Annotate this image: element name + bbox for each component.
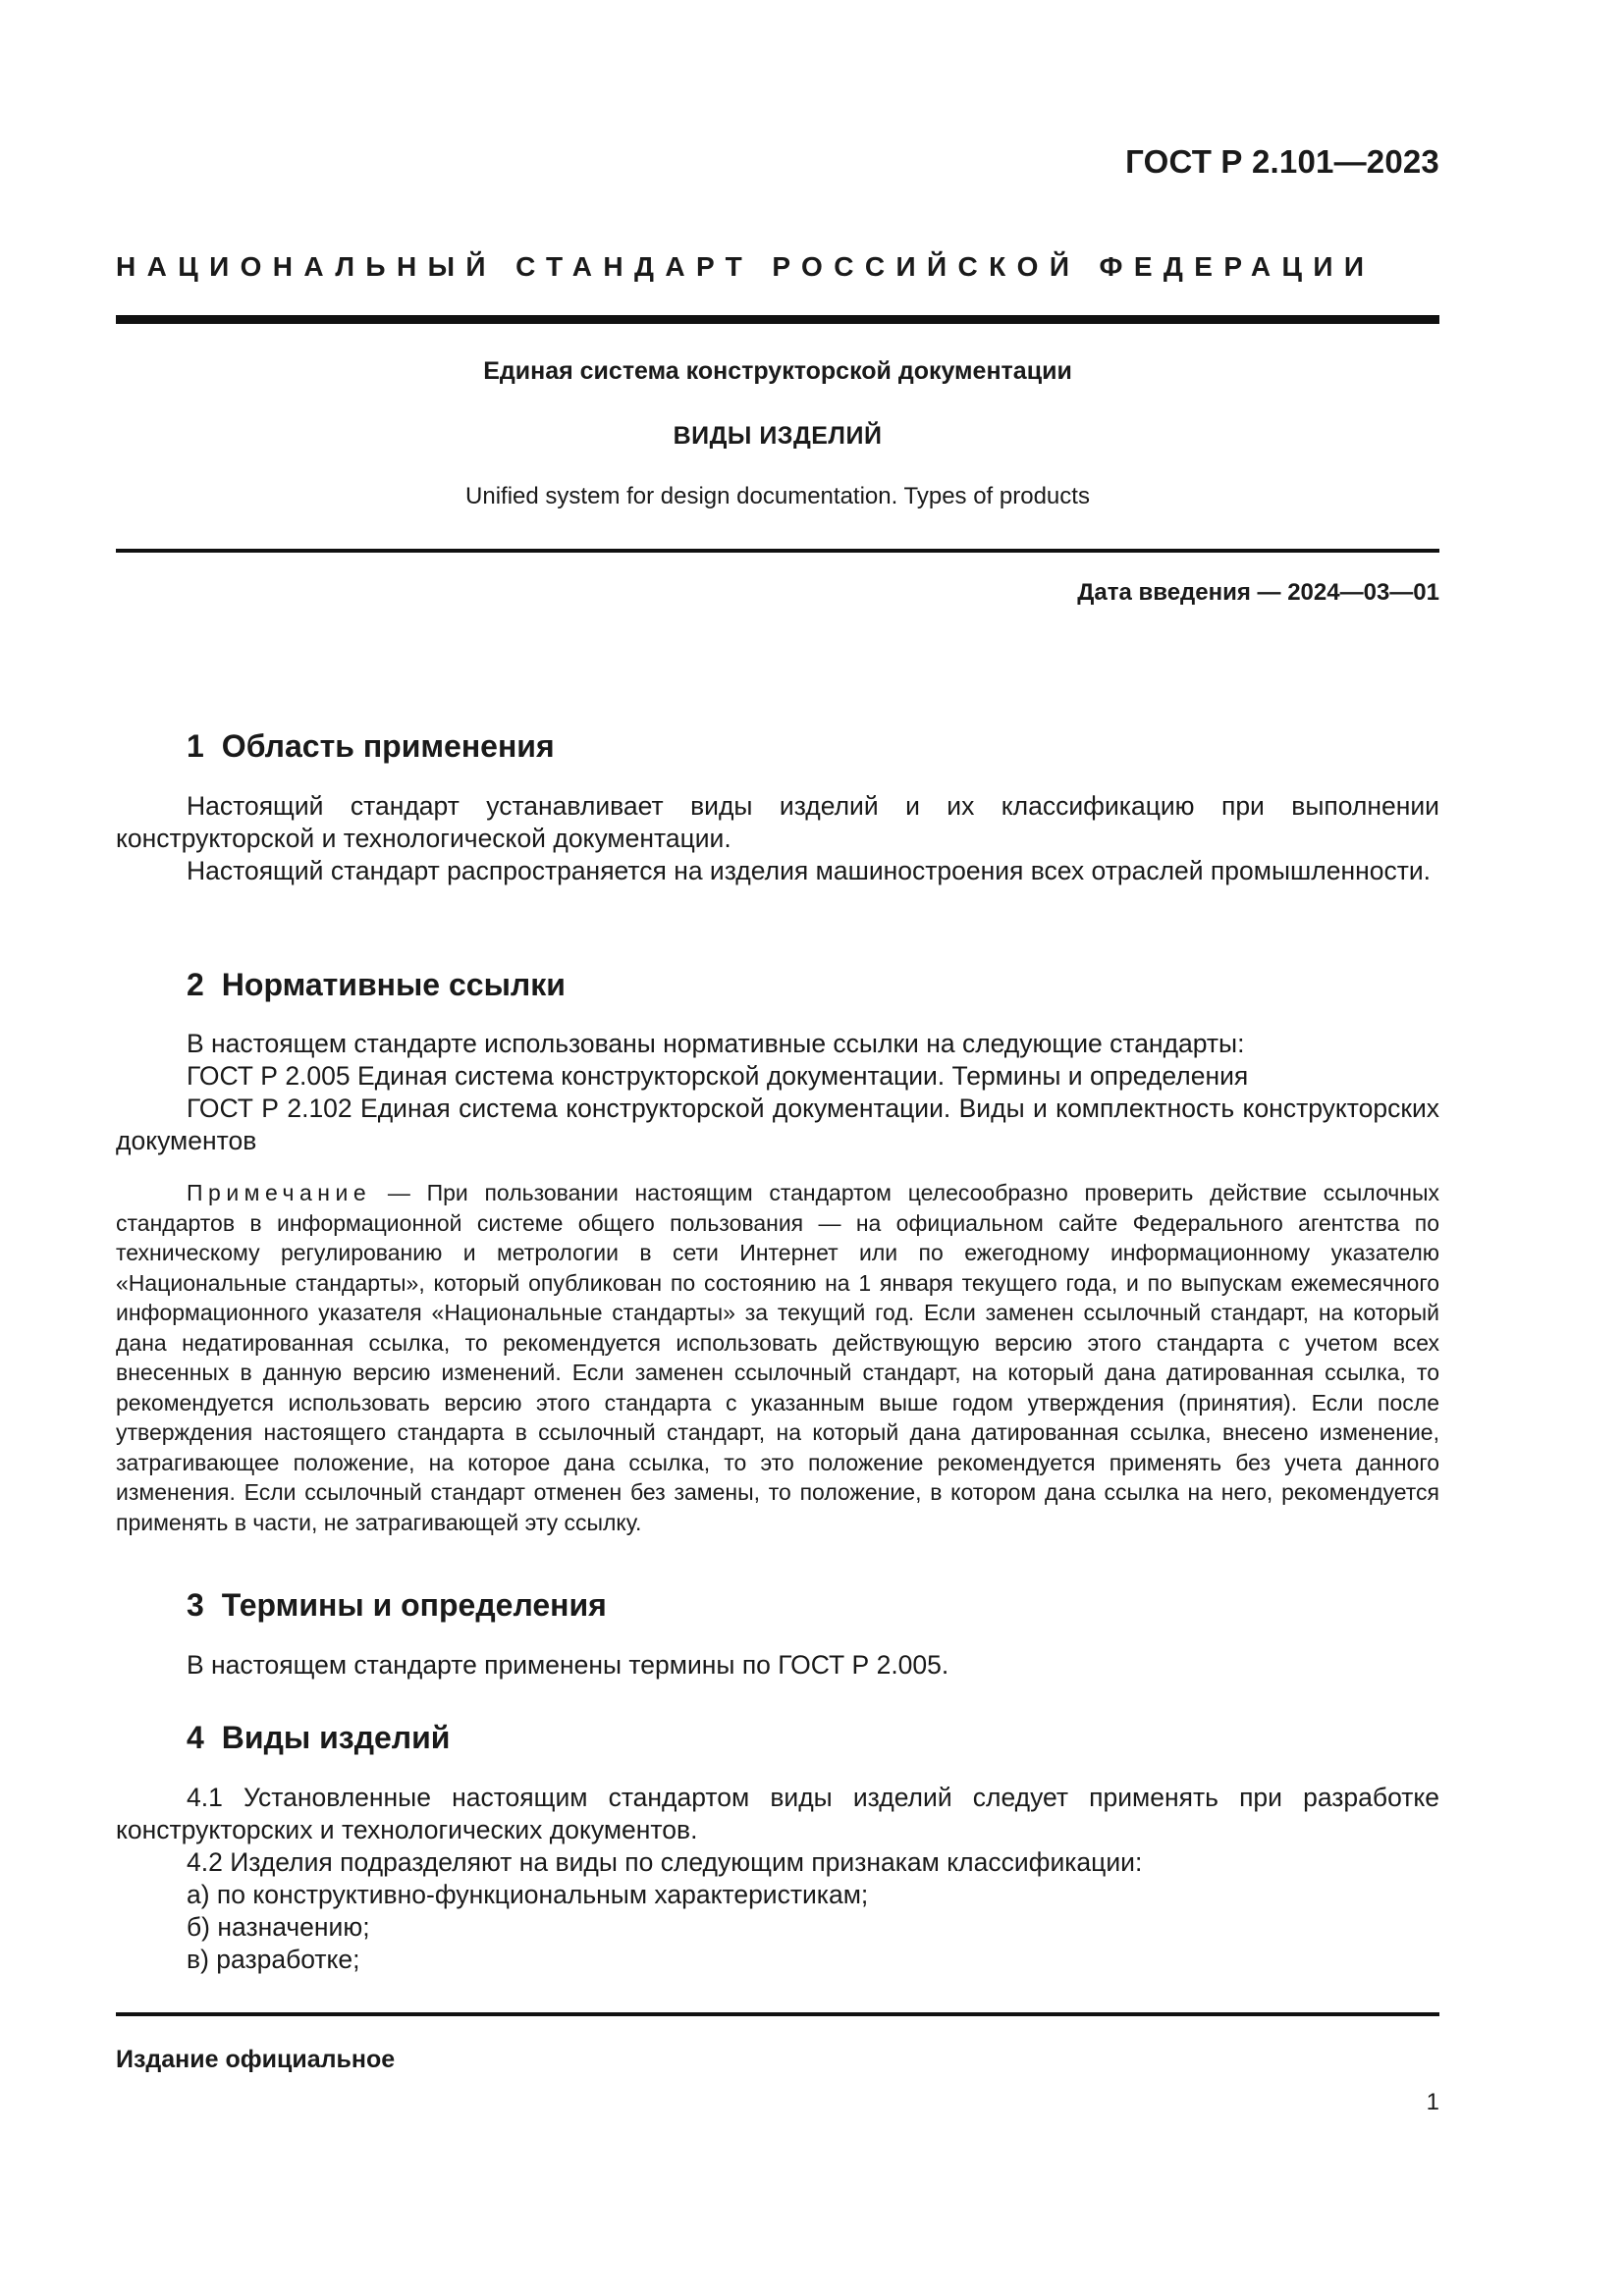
- paragraph: Настоящий стандарт устанавливает виды изделий и их классификацию при выполнении конструкторской и технологической документации.: [116, 791, 1439, 853]
- section-heading-terms: [187, 1587, 607, 1624]
- document-number: ГОСТ Р 2.101—2023: [1125, 143, 1439, 180]
- section-heading-product-types: [187, 1720, 450, 1756]
- section-title: Термины и определения: [221, 1587, 607, 1623]
- note-label: Примечание: [187, 1180, 372, 1205]
- section-number: 3: [187, 1587, 204, 1623]
- paragraph: 4.2 Изделия подразделяют на виды по следующим признакам классификации:: [187, 1847, 1143, 1877]
- section-title: Нормативные ссылки: [221, 967, 566, 1002]
- section-heading-scope: [187, 728, 555, 765]
- note-block: [116, 1178, 1439, 1537]
- list-item: б) назначению;: [187, 1912, 370, 1942]
- date-of-introduction: Дата введения — 2024—03—01: [1077, 579, 1439, 606]
- section-number: 2: [187, 967, 204, 1002]
- reference-item: ГОСТ Р 2.005 Единая система конструкторской документации. Термины и определения: [187, 1061, 1249, 1091]
- section-heading-normative-references: [187, 967, 566, 1003]
- section-body-scope: [116, 790, 1439, 887]
- section-number: 4: [187, 1720, 204, 1755]
- edition-label: Издание официальное: [116, 2046, 396, 2073]
- paragraph: В настоящем стандарте применены термины по ГОСТ Р 2.005.: [187, 1650, 949, 1680]
- paragraph: Настоящий стандарт распространяется на изделия машиностроения всех отраслей промышленности.: [187, 856, 1432, 885]
- system-title: Единая система конструкторской документации: [483, 357, 1072, 385]
- note-text: — При пользовании настоящим стандартом целесообразно проверить действие ссылочных стандартов в информационной системе общего пользования — на официальном сайте Федерального агентства по техническому регулированию и метрологии в сети Интернет или по ежегодному информационному указателю «Национальные стандарты», который опубликован по состоянию на 1 января текущего года, и по выпускам ежемесячного информационного указателя «Национальные стандарты» за текущий год. Если заменен ссылочный стандарт, на который дана недатированная ссылка, то рекомендуется использовать действующую версию этого стандарта с учетом всех внесенных в данную версию изменений. Если заменен ссылочный стандарт, на который дана датированная ссылка, то рекомендуется использовать версию этого стандарта с указанным выше годом утверждения (принятия). Если после утверждения настоящего стандарта в ссылочный стандарт, на который дана датированная ссылка, внесено изменение, затрагивающее положение, на которое дана ссылка, то это положение рекомендуется применять без учета данного изменения. Если ссылочный стандарт отменен без замены, то положение, в котором дана ссылка на него, рекомендуется применять в части, не затрагивающей эту ссылку.: [116, 1180, 1439, 1535]
- section-number: 1: [187, 728, 204, 764]
- document-title: ВИДЫ ИЗДЕЛИЙ: [673, 422, 883, 450]
- list-item: а) по конструктивно-функциональным характеристикам;: [187, 1880, 869, 1909]
- english-title: Unified system for design documentation. Types of products: [465, 483, 1090, 509]
- page-number: 1: [1426, 2089, 1439, 2115]
- header-divider: [116, 315, 1439, 324]
- title-divider: [116, 549, 1439, 553]
- section-body-normative-references: [116, 1028, 1439, 1157]
- section-body-terms: [116, 1649, 1439, 1682]
- paragraph: В настоящем стандарте использованы нормативные ссылки на следующие стандарты:: [187, 1029, 1245, 1058]
- section-body-product-types: [116, 1782, 1439, 1976]
- reference-item: ГОСТ Р 2.102 Единая система конструкторской документации. Виды и комплектность конструкторских документов: [116, 1094, 1439, 1155]
- section-title: Область применения: [221, 728, 555, 764]
- section-title: Виды изделий: [221, 1720, 451, 1755]
- list-item: в) разработке;: [187, 1945, 360, 1974]
- paragraph: 4.1 Установленные настоящим стандартом виды изделий следует применять при разработке конструкторских и технологических документов.: [116, 1783, 1439, 1844]
- national-standard-banner: НАЦИОНАЛЬНЫЙ СТАНДАРТ РОССИЙСКОЙ ФЕДЕРАЦИИ: [116, 251, 1376, 282]
- footer-divider: [116, 2012, 1439, 2016]
